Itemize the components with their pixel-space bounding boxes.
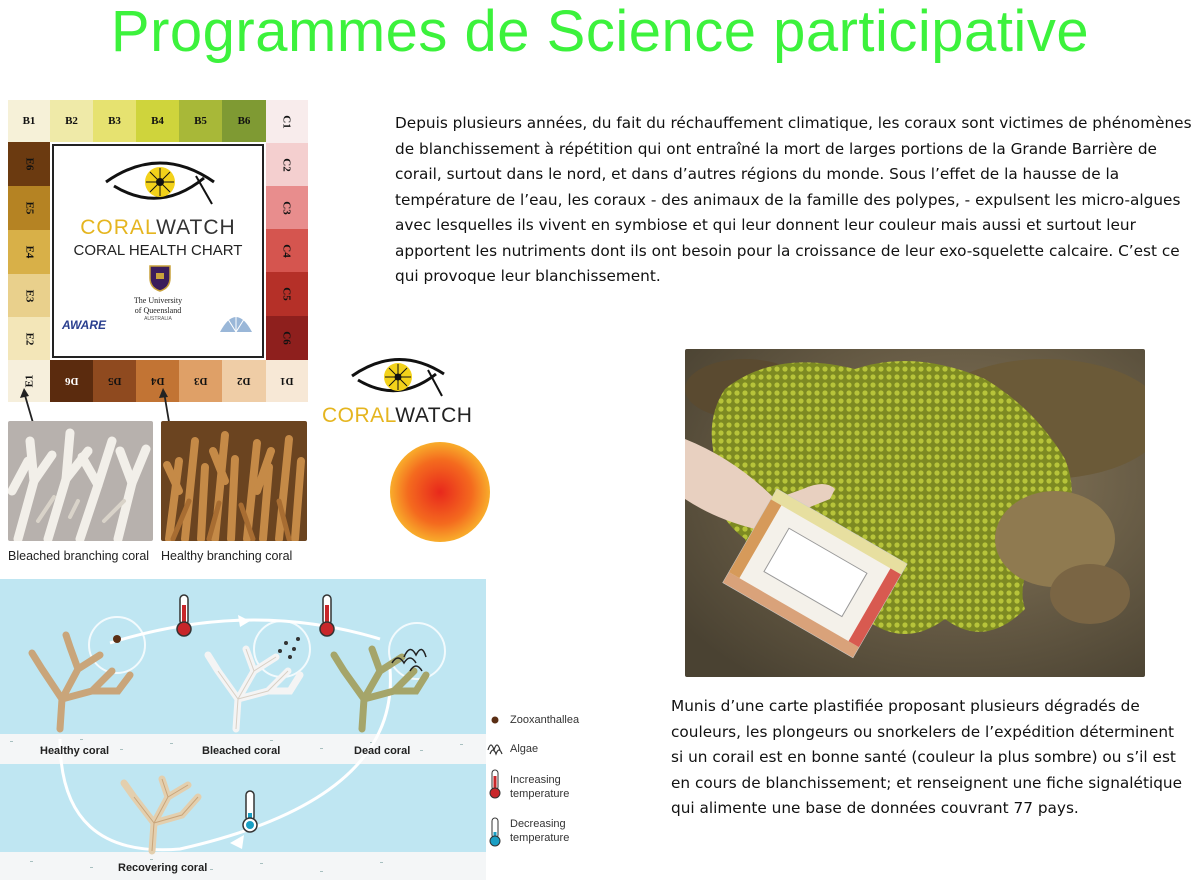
bleaching-cycle-diagram <box>0 579 486 880</box>
chart-cell-b6: B6 <box>222 100 266 142</box>
chart-cell-e2: E2 <box>8 317 50 360</box>
legend-zooxanthellae: Zooxanthallea <box>510 714 580 726</box>
zooxanthellae-icon <box>492 717 499 724</box>
coral-society-logo-icon <box>218 308 254 334</box>
legend-increasing-2: temperature <box>510 788 570 800</box>
coral-health-chart <box>8 100 308 402</box>
legend-increasing-1: Increasing <box>510 774 561 786</box>
increasing-temperature-icon <box>490 770 500 798</box>
chart-cell-c1: C1 <box>266 100 308 143</box>
chart-cell-d1: D1 <box>266 360 308 402</box>
recovering-coral-label: Recovering coral <box>118 862 208 874</box>
chart-cell-e3: E3 <box>8 274 50 317</box>
university-name-1: The University <box>133 296 183 305</box>
chart-cell-e5: E5 <box>8 186 50 230</box>
algae-icon <box>488 745 502 754</box>
chart-cell-d3: D3 <box>179 360 222 402</box>
page-title: Programmes de Science participative <box>110 0 1090 64</box>
chart-cell-c2: C2 <box>266 143 308 186</box>
legend-decreasing-1: Decreasing <box>510 818 566 830</box>
chart-cell-c6: C6 <box>266 316 308 360</box>
chart-cell-b4: B4 <box>136 100 179 142</box>
healthy-coral-label: Healthy coral <box>40 745 110 757</box>
chart-cell-c3: C3 <box>266 186 308 229</box>
chart-cell-e4: E4 <box>8 230 50 274</box>
healthy-coral-photo <box>161 421 307 541</box>
chart-cell-b1: B1 <box>8 100 50 142</box>
chart-cell-d2: D2 <box>222 360 266 402</box>
method-paragraph: Munis d’une carte plastifiée proposant plusieurs dégradés de couleurs, les plongeurs ou snorkelers de l’expédition déterminent si un corail est en bonne santé (couleur la plus sombre) ou s’il est en cours de blanchissement; et renseignent une fiche signalétique qui alimente une base de données couvrant 77 pays. <box>671 697 1183 817</box>
university-name-2: of Queensland <box>134 306 182 315</box>
chart-cell-d4: D4 <box>136 360 179 402</box>
chart-cell-c4: C4 <box>266 229 308 272</box>
healthy-coral-caption: Healthy branching coral <box>161 549 293 563</box>
chart-brand: CORALWATCH <box>80 216 236 239</box>
coralwatch-logo-text: CORALWATCH <box>322 404 473 427</box>
bleached-coral-label: Bleached coral <box>202 745 281 757</box>
chart-cell-b5: B5 <box>179 100 222 142</box>
bleached-coral-caption: Bleached branching coral <box>8 549 150 563</box>
aware-logo: AWARE <box>62 318 107 332</box>
dead-coral-label: Dead coral <box>354 745 411 757</box>
bleached-coral-photo <box>8 421 153 541</box>
chart-cell-c5: C5 <box>266 272 308 316</box>
chart-cell-b3: B3 <box>93 100 136 142</box>
intro-paragraph: Depuis plusieurs années, du fait du réchauffement climatique, les coraux sont victimes de phénomènes de blanchissement à répétition qui ont entraîné la mort de larges portions de la Grande Barrière de corail, surtout dans le nord, et dans d’autres régions du monde. Sous l’effet de la hausse de la température de l’eau, les coraux - des animaux de la famille des polypes, - expulsent les micro-algues avec lesquelles ils vivent en symbiose et qui leur donnent leur couleur mais aussi et surtout leur apportent les nutriments dont ils ont besoin pour la croissance de leur exo-squelette calcaire. C’est ce qui provoque leur blanchissement. <box>395 114 1192 285</box>
chart-subtitle: CORAL HEALTH CHART <box>73 242 243 259</box>
coralwatch-eye-logo-icon <box>348 350 448 402</box>
diver-coral-chart-photo <box>685 349 1145 677</box>
university-crest-icon <box>148 264 172 292</box>
legend-algae: Algae <box>510 743 539 755</box>
eye-logo-icon <box>100 150 220 212</box>
chart-center-panel <box>52 144 264 358</box>
diagram-legend <box>486 706 606 856</box>
decreasing-temperature-icon <box>490 818 500 846</box>
sun-icon <box>390 442 490 542</box>
chart-cell-b2: B2 <box>50 100 93 142</box>
legend-decreasing-2: temperature <box>510 832 570 844</box>
chart-cell-e6: E6 <box>8 142 50 186</box>
chart-cell-d6: D6 <box>50 360 93 402</box>
chart-cell-e1: E1 <box>8 360 50 402</box>
university-name-3: AUSTRALIA <box>144 316 172 322</box>
chart-cell-d5: D5 <box>93 360 136 402</box>
